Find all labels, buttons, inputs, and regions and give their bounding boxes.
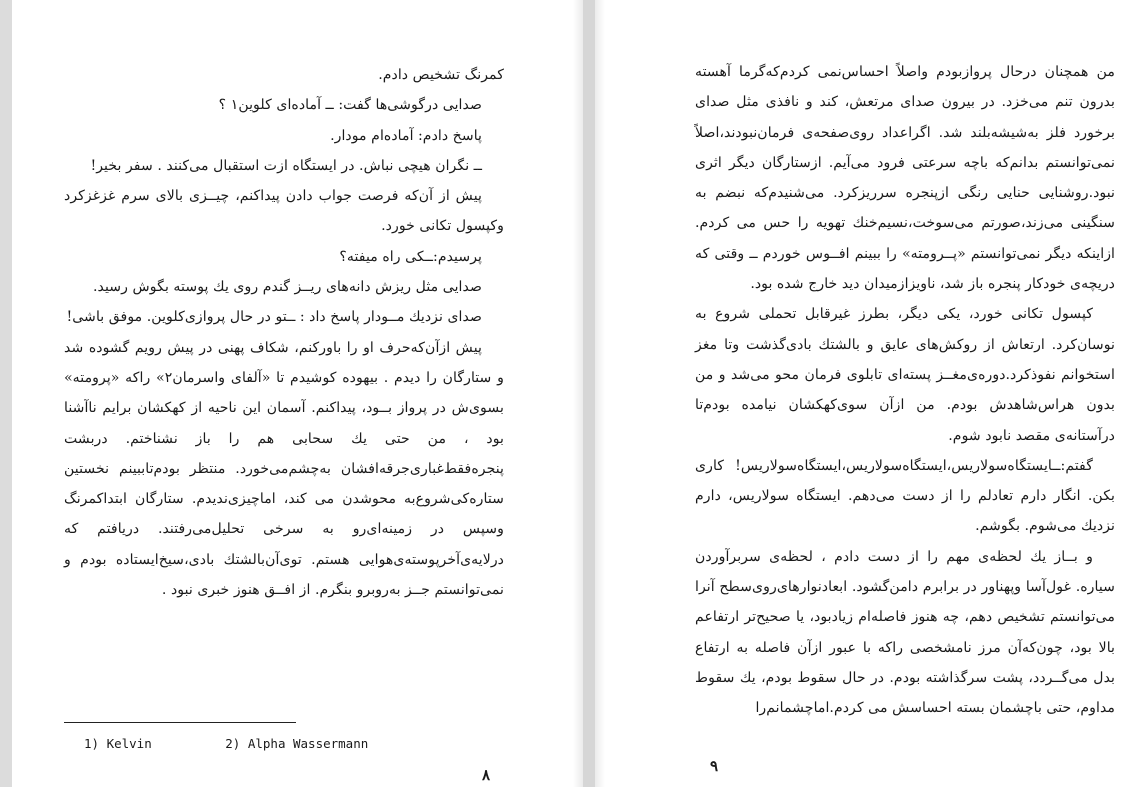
paragraph: و بــاز یك لحظه‌ی مهم را از دست دادم ، لحظه‌ی سربرآوردن سیاره. غول‌آسا وپهناور در برابرم دامن‌گشود. ابعادنوارهای‌روی‌سطح آنرا می‌توانستم تشخیص دهم، چه هنوز فاصله‌ام زیادبود، یا صحیح‌تر ارتفاعم بالا بود، چون‌که‌آن مرز نامشخصی راکه با عبور ازآن فاصله به ارتفاع بدل می‌گــردد، پشت سرگذاشته بودم. در حال سقوط بودم، یك سقوط مداوم، حتی باچشمان بسته احساسش می کردم.اماچشمانم‌را <box>695 548 1115 717</box>
paragraph: من همچنان درحال پروازبودم واصلاً احساس‌نمی کردم‌که‌گرما آهسته بدرون تنم می‌خزد. در بیرون صدای مرتعش، کند و نافذی مثل صدای برخورد فلز به‌شیشه‌بلند شد. اگراعداد روی‌صفحه‌ی فرمان‌نبودند،اصلاً نمی‌توانستم بدانم‌که باچه سرعتی فرود می‌آیم. ازستارگان دیگر اثری نبود.روشنایی حنایی رنگی ازپنجره سرریزکرد. می‌شنیدم‌که نبضم به سنگینی می‌زند،صورتم می‌سوخت،نسیم‌خنك تهویه را حس می کردم. ازاینکه دیگر نمی‌توانستم «پــرومته» را ببینم افــوس خوردم ــ وقتی که دریچه‌ی خودکار پنجره باز شد، ناویزازمیدان دید خارج شده بود. <box>695 64 1115 293</box>
page-number: ۸ <box>482 766 491 784</box>
paragraph: کمرنگ تشخیص دادم. <box>378 67 504 83</box>
footnote-2: 2) Alpha Wassermann <box>225 736 369 751</box>
paragraph: گفتم:ــایستگاه‌سولاریس،ایستگاه‌سولاریس،ایستگاه‌سولاریس! کاری بکن. انگار دارم تعادلم را از دست می‌دهم. ایستگاه سولاریس، دارم نزدیك می‌شوم. بگوشم. <box>695 457 1115 535</box>
page-fold-shadow <box>595 0 605 787</box>
footnotes <box>84 736 368 751</box>
paragraph: پیش از آن‌که فرصت جواب دادن پیداکنم، چیــزی بالای سرم غزغزکرد وکپسول تکانی خورد. <box>64 188 504 235</box>
right-page-body <box>695 57 1115 724</box>
paragraph: ــ نگران هیچی نباش. در ایستگاه ازت استقبال می‌کنند . سفر بخیر! <box>90 157 482 174</box>
viewer-background <box>0 0 12 787</box>
paragraph: صدایی مثل ریزش دانه‌های ریــز گندم روی یك پوسته بگوش رسید. <box>93 279 482 296</box>
paragraph: پیش ازآن‌که‌حرف او را باورکنم، شکاف پهنی در پیش رویم گشوده شد و ستارگان را دیدم . بیهوده کوشیدم تا «آلفای واسرمان۲» راکه «پرومته» بسوی‌ش در پرواز بــود، پیداکنم. آسمان این ناحیه از کهکشان برایم ناآشنا بود ، من حتی یك سحابی هم را باز نشناختم. دربشت پنجره‌فقط‌غباری‌جرقه‌افشان به‌چشم‌می‌خورد. منتظر بودم‌تا‌ببینم نخستین ستاره‌کی‌شروع‌به محوشدن می کند، اماچیزی‌ندیدم. ستارگان ابتداکمرنگ وسپس در زمینه‌ای‌رو به سرخی تحلیل‌می‌رفتند. دریافتم که درلایه‌ی‌آخرپوسته‌ی‌هوایی هستم. توی‌آن‌بالشتك بادی،سیخ‌ایستاده بودم و نمی‌توانستم جــز به‌روبرو بنگرم. از افــق هنوز خبری نبود . <box>64 339 504 599</box>
left-page-body <box>64 60 504 605</box>
page-gutter <box>583 0 595 787</box>
paragraph: صدایی درگوشی‌ها گفت: ــ آماده‌ای کلوین۱ ؟ <box>218 97 482 114</box>
footnote-1: 1) Kelvin <box>84 736 152 751</box>
paragraph: صدای نزدیك مــودار پاسخ داد : ــتو در حال پروازی‌کلوین. موفق باشی! <box>66 309 482 326</box>
page-fold-shadow <box>573 0 583 787</box>
paragraph: پرسیدم:ــکی راه میفته؟ <box>339 248 482 265</box>
page-number: ۹ <box>710 757 719 775</box>
book-page-right <box>595 0 1147 787</box>
paragraph: کپسول تکانی خورد، یکی دیگر، بطرز غیرقابل تحملی شروع به نوسان‌کرد. ارتعاش از روکش‌های عایق و بالشتك بادی‌گذشت وتا مغز استخوانم نفوذکرد.دوره‌ی‌مغــز پسته‌ای تابلوی فرمان محو می‌شد و من بدون هراس‌شاهدش بودم. من ازآن سوی‌کهکشان نیامده بودم‌تا درآستانه‌ی مقصد نابود شوم. <box>695 306 1115 444</box>
paragraph: پاسخ دادم: آماده‌ام مودار. <box>330 127 482 144</box>
footnote-rule <box>64 722 296 723</box>
book-page-left <box>12 0 583 787</box>
